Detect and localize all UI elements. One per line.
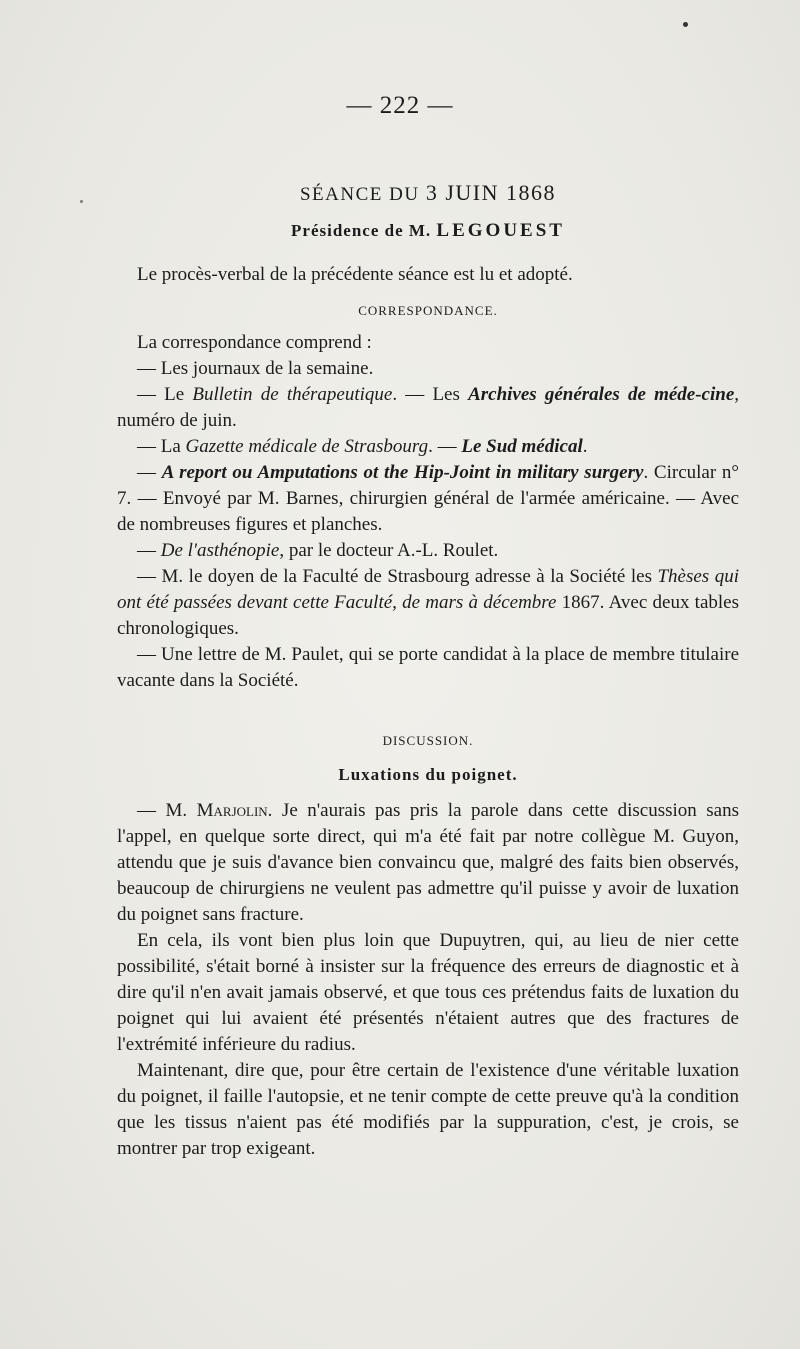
page-number: — 222 — [346,92,454,119]
correspondence-item-asthenopie [117,538,739,564]
asthenopie-author: , par le docteur A.-L. Roulet. [279,540,499,561]
report-title: A report ou Amputations ot the Hip-Joint in military surgery [161,462,644,483]
item-dash: — [137,540,161,561]
session-prefix: SÉANCE DU [299,184,420,205]
sud-medical-title: Le Sud médical [461,436,583,457]
presidency-line [117,218,739,244]
correspondence-item-paulet: — Une lettre de M. Paulet, qui se porte candidat à la place de membre titulaire vacante dans la Société. [117,644,739,691]
correspondence-intro: La correspondance comprend : [137,332,372,353]
item-end: . [582,436,588,457]
correspondence-heading: CORRESPONDANCE. [358,303,498,318]
minutes-paragraph: Le procès-verbal de la précédente séance est lu et adopté. [137,264,573,285]
item-separator: . — [428,436,462,457]
discussion-paragraph-2: En cela, ils vont bien plus loin que Dupuytren, qui, au lieu de nier cette possibilité, s'était borné à insister sur la fréquence des erreurs de diagnostic et à dire qu'il n'en avait jamais observé, et que tous ces prétendus faits de luxation du poignet qui lui avaient été présentés n'étaient autres que des fractures de l'extrémité inférieure du radius. [117,930,739,1055]
speaker-dash: — M. [137,800,197,821]
discussion-heading: DISCUSSION. [382,733,474,748]
ink-speck [683,22,688,27]
speaker-name: Marjolin. [196,800,273,821]
discussion-paragraph-1 [117,798,739,928]
item-end: , numéro de juin. [117,384,740,431]
session-date: 3 JUIN 1868 [425,180,556,205]
item-dash: — [137,462,162,483]
item-separator: . — Les [392,384,469,405]
session-title [117,180,739,208]
ink-speck [80,200,83,203]
correspondence-item-gazette [117,434,739,460]
item-dash: — La [137,436,186,457]
document-body [117,180,739,1162]
discussion-paragraph-3: Maintenant, dire que, pour être certain de l'existence d'une véritable luxation du poignet, il faille l'autopsie, et ne tenir compte de cette preuve qu'à la condition que les tissus n'aient pas été modifiés par la suppuration, c'est, je crois, se montrer par trop exigeant. [117,1060,739,1159]
correspondence-item-bulletin [117,382,739,434]
report-details: . Circular n° 7. — Envoyé par M. Barnes, chirurgien général de l'armée américaine. — Avec de nombreuses figures et planches. [117,462,740,535]
paragraph-1-text: Je n'aurais pas pris la parole dans cette discussion sans l'appel, en quelque sorte direct, qui m'a été fait par notre collègue M. Guyon, attendu que je suis d'avance bien convaincu que, malgré des faits bien observés, beaucoup de chirurgiens ne veulent pas admettre qu'il puisse y avoir de luxation du poignet sans fracture. [117,800,739,925]
gazette-title: Gazette médicale de Strasbourg [185,436,429,457]
bulletin-title: Bulletin de thérapeutique [192,384,393,405]
president-name: LEGOUEST [436,220,565,241]
asthenopie-title: De l'asthénopie [160,540,280,561]
correspondence-item-journaux: — Les journaux de la semaine. [137,358,374,379]
theses-rest: 1867. Avec deux tables chronologiques. [117,592,739,639]
archives-title: Archives générales de méde-cine [468,384,735,405]
correspondence-item-theses [117,564,739,642]
correspondence-item-report [117,460,739,538]
discussion-subheading: Luxations du poignet. [338,765,518,784]
item-dash: — Le [137,384,193,405]
theses-intro: — M. le doyen de la Faculté de Strasbourg adresse à la Société les [137,566,658,587]
presidency-prefix: Présidence de M. [291,221,432,240]
theses-title: Thèses qui ont été passées devant cette Faculté, de mars à décembre [117,566,739,613]
